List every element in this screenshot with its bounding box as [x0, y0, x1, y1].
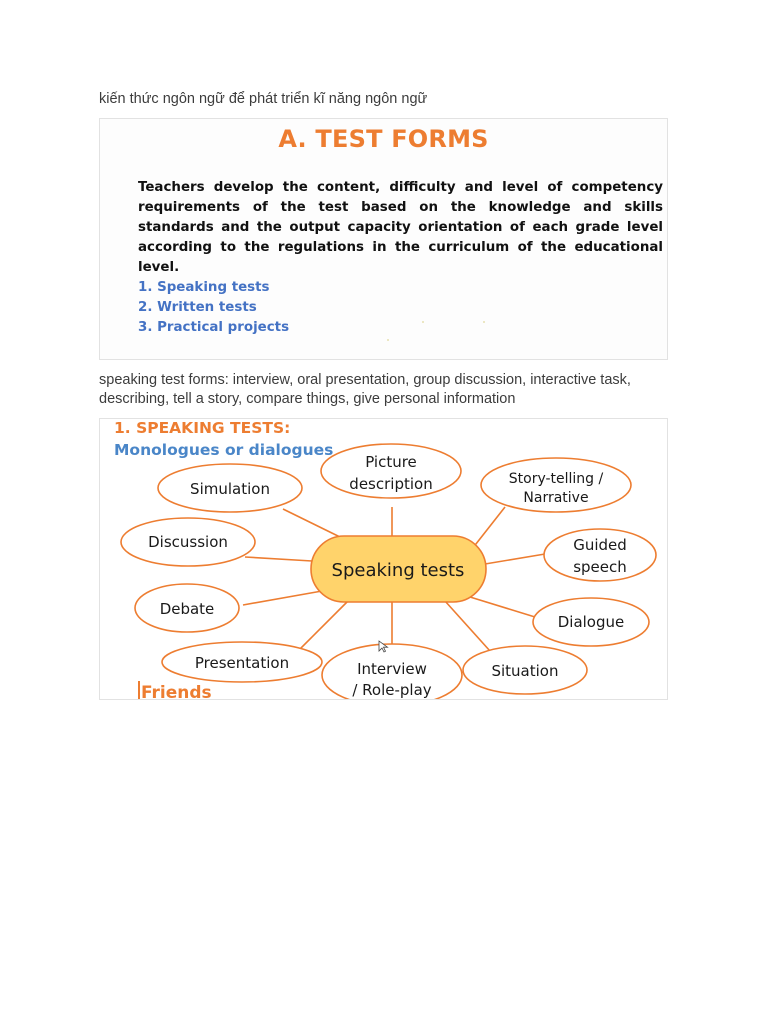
node-label: / Role-play — [352, 681, 432, 699]
node-label: Interview — [357, 660, 427, 678]
caption-second: speaking test forms: interview, oral presentation, group discussion, interactive task, describing, tell a story, compare things, give personal information — [99, 372, 631, 407]
list-item: 3. Practical projects — [138, 320, 290, 335]
connector-line — [472, 507, 505, 549]
list-item: 1. Speaking tests — [138, 280, 270, 295]
node-label: Discussion — [148, 533, 228, 551]
connector-line — [295, 599, 350, 654]
connector-line — [470, 597, 535, 617]
decorative-dot — [483, 321, 485, 323]
brand-logo: Friends — [141, 683, 212, 701]
node-label: Guided — [573, 536, 627, 554]
slide-title: A. TEST FORMS — [278, 125, 489, 153]
slide2-title: 1. SPEAKING TESTS: — [114, 419, 291, 437]
brand-bar — [138, 681, 140, 700]
center-node-label: Speaking tests — [331, 560, 465, 581]
caption-first: kiến thức ngôn ngữ để phát triển kĩ năng ngôn ngữ — [99, 91, 428, 107]
test-forms-slide — [99, 118, 668, 360]
connector-line — [245, 557, 312, 561]
connector-line — [283, 509, 340, 537]
node-label: Dialogue — [557, 613, 625, 631]
test-forms-list — [138, 278, 289, 338]
node-label: Story-telling / — [508, 471, 604, 487]
node-label: description — [349, 475, 433, 493]
slide2-subtitle: Monologues or dialogues — [114, 441, 334, 459]
connector-line — [485, 554, 545, 564]
node-label: Narrative — [523, 490, 589, 506]
list-item: 2. Written tests — [138, 300, 257, 315]
node-label: Picture — [365, 453, 417, 471]
node-label: Situation — [491, 662, 559, 680]
slide-body-text: Teachers develop the content, difficulty and level of competency requirements of the test based on the knowledge and skills standards and the output capacity orientation of each grade level according to the regulations in the curriculum of the educational level. — [138, 180, 663, 275]
speaking-tests-mindmap — [100, 419, 668, 700]
node-label: Presentation — [194, 654, 290, 672]
node-label: Debate — [159, 600, 215, 618]
connector-line — [243, 591, 322, 605]
node-label: Simulation — [190, 480, 270, 498]
node-label: speech — [573, 558, 627, 576]
decorative-dot — [387, 339, 389, 341]
connector-line — [445, 601, 490, 651]
decorative-dot — [422, 321, 424, 323]
speaking-tests-slide — [99, 418, 668, 700]
